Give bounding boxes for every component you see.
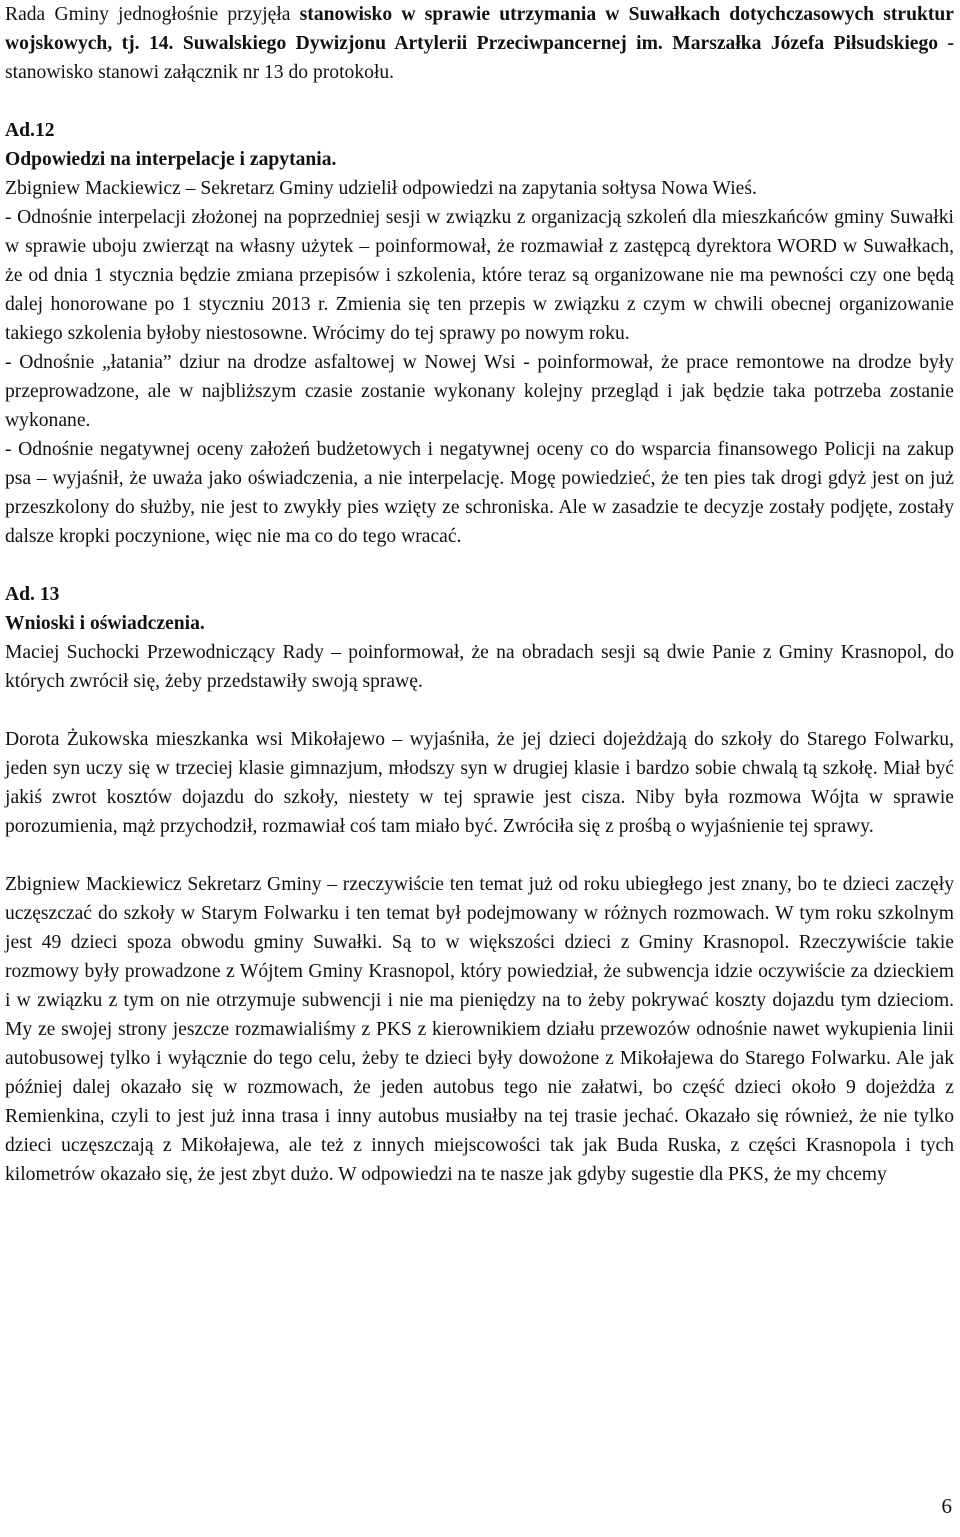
spacer — [5, 696, 954, 725]
ad13-heading: Ad. 13 — [5, 584, 60, 605]
ad13-subheading: Wnioski i oświadczenia. — [5, 613, 205, 634]
intro-bold-statement: stanowisko w sprawie utrzymania w Suwałkach dotychczasowych struktur wojskowych, tj. 14. Suwalskiego Dywizjonu Artylerii Przeciwpancernej im. Marszałka Józefa Piłsudskiego - — [5, 4, 955, 54]
ad12-paragraph-3: - Odnośnie „łatania” dziur na drodze asfaltowej w Nowej Wsi - poinformował, że prace remontowe na drodze były przeprowadzone, ale w najbliższym czasie zostanie wykonany kolejny przegląd i jak będzie taka potrzeba zostanie wykonane. — [5, 352, 954, 431]
spacer — [5, 551, 954, 580]
document-page — [5, 0, 954, 1189]
ad13-paragraph-2: Dorota Żukowska mieszkanka wsi Mikołajewo – wyjaśniła, że jej dzieci dojeżdżają do szkoły do Starego Folwarku, jeden syn uczy się w trzeciej klasie gimnazjum, młodszy syn w drugiej klasie i bardzo sobie chwalą tą szkołę. Miał być jakiś zwrot kosztów dojazdu do szkoły, niestety w tej sprawie jest cisza. Niby była rozmowa Wójta w sprawie porozumienia, mąż przychodził, rozmawiał coś tam miało być. Zwróciła się z prośbą o wyjaśnienie tej sprawy. — [5, 729, 954, 837]
page-number: 6 — [941, 1494, 952, 1518]
ad12-paragraph-1: Zbigniew Mackiewicz – Sekretarz Gminy udzielił odpowiedzi na zapytania sołtysa Nowa Wieś. — [5, 178, 757, 199]
ad12-paragraph-4: - Odnośnie negatywnej oceny założeń budżetowych i negatywnej oceny co do wsparcia finansowego Policji na zakup psa – wyjaśnił, że uważa jako oświadczenia, a nie interpelację. Mogę powiedzieć, że ten pies tak drogi gdyż jest on już przeszkolony do służby, nie jest to zwykły pies wzięty ze schroniska. Ale w zasadzie te decyzje zostały podjęte, zostały dalsze kropki poczynione, więc nie ma co do tego wracać. — [5, 439, 954, 547]
ad13-paragraph-1: Maciej Suchocki Przewodniczący Rady – poinformował, że na obradach sesji są dwie Panie z Gminy Krasnopol, do których zwrócił się, żeby przedstawiły swoją sprawę. — [5, 642, 954, 692]
spacer — [5, 87, 954, 116]
intro-paragraph — [5, 0, 954, 87]
intro-lead: Rada Gminy jednogłośnie przyjęła — [5, 4, 300, 25]
ad12-paragraph-2: - Odnośnie interpelacji złożonej na poprzedniej sesji w związku z organizacją szkoleń dla mieszkańców gminy Suwałki w sprawie uboju zwierząt na własny użytek – poinformował, że rozmawiał z zastępcą dyrektora WORD w Suwałkach, że od dnia 1 stycznia będzie zmiana przepisów i szkolenia, które teraz są organizowane nie ma pewności czy one będą dalej honorowane po 1 styczniu 2013 r. Zmienia się ten przepis w związku z czym w chwili obecnej organizowanie takiego szkolenia byłoby niestosowne. Wrócimy do tej sprawy po nowym roku. — [5, 207, 954, 344]
ad13-paragraph-3: Zbigniew Mackiewicz Sekretarz Gminy – rzeczywiście ten temat już od roku ubiegłego jest znany, bo te dzieci zaczęły uczęszczać do szkoły w Starym Folwarku i ten temat był podejmowany w różnych rozmowach. W tym roku szkolnym jest 49 dzieci spoza obwodu gminy Suwałki. Są to w większości dzieci z Gminy Krasnopol. Rzeczywiście takie rozmowy były prowadzone z Wójtem Gminy Krasnopol, który powiedział, że subwencja idzie oczywiście za dzieckiem i w związku z tym on nie otrzymuje subwencji i nie ma pieniędzy na to żeby pokrywać koszty dojazdu tym dzieciom. My ze swojej strony jeszcze rozmawialiśmy z PKS z kierownikiem działu przewozów odnośnie nawet wykupienia linii autobusowej tylko i wyłącznie do tego celu, żeby te dzieci były dowożone z Mikołajewa do Starego Folwarku. Ale jak później dalej okazało się w rozmowach, że jeden autobus tego nie załatwi, bo część dzieci około 9 dojeżdża z Remienkina, czyli to jest już inna trasa i inny autobus musiałby na tej trasie jechać. Okazało się również, że nie tylko dzieci uczęszczają z Mikołajewa, ale też z innych miejscowości tak jak Buda Ruska, z części Krasnopola i tych kilometrów okazało się, że jest zbyt dużo. W odpowiedzi na te nasze jak gdyby sugestie dla PKS, że my chcemy — [5, 874, 954, 1185]
intro-tail: stanowisko stanowi załącznik nr 13 do protokołu. — [5, 62, 395, 83]
ad12-subheading: Odpowiedzi na interpelacje i zapytania. — [5, 149, 337, 170]
ad12-heading: Ad.12 — [5, 120, 55, 141]
spacer — [5, 841, 954, 870]
